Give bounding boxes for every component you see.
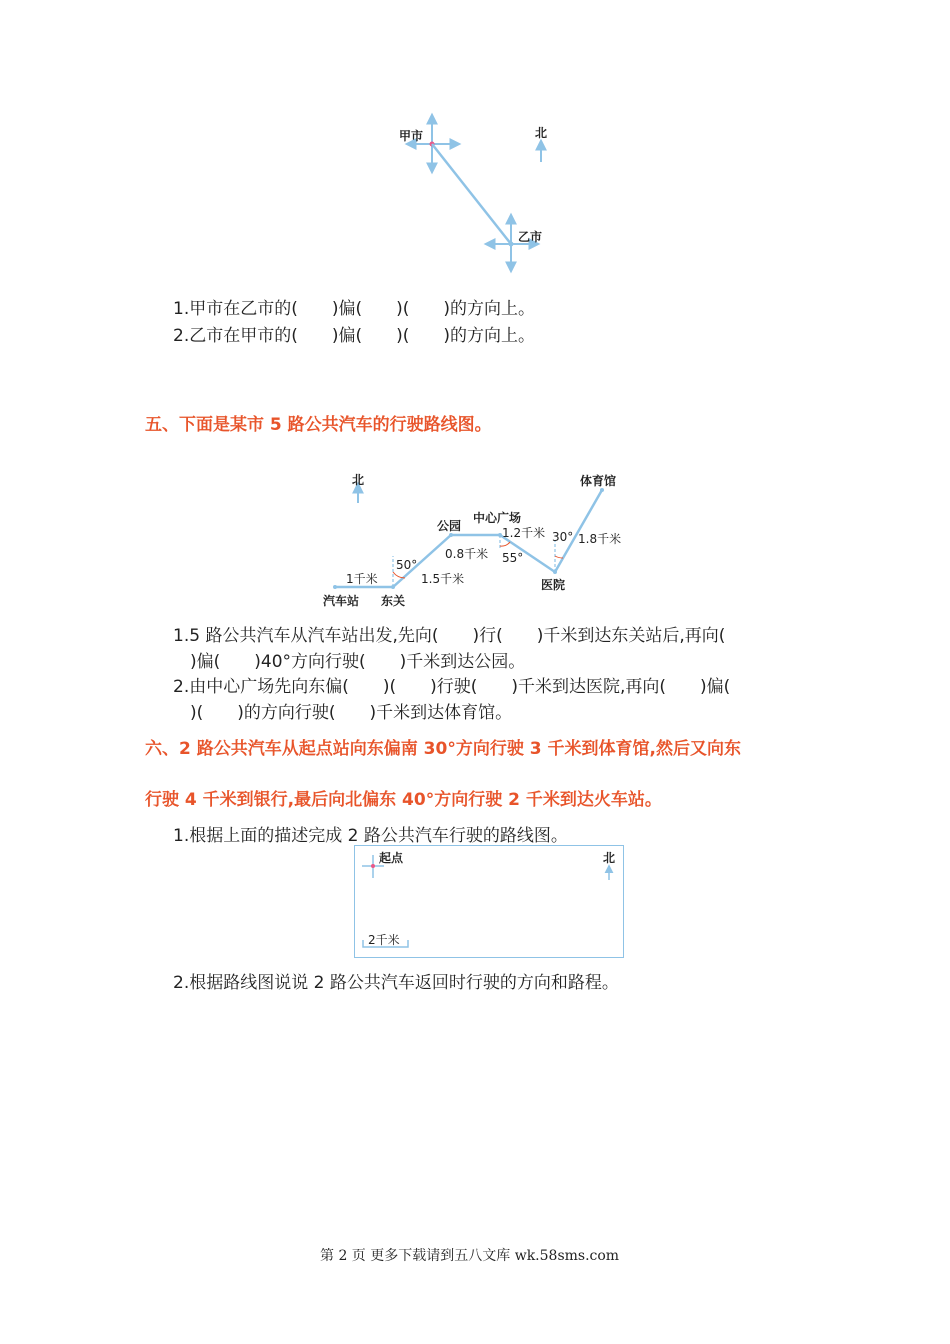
- distance-5: 1.8千米: [578, 532, 622, 546]
- angle-3: 30°: [552, 530, 574, 544]
- q5-line-3: 2.由中心广场先向东偏( )( )行驶( )千米到达医院,再向( )偏(: [173, 677, 731, 697]
- dongguan-label: 东关: [381, 594, 406, 608]
- section-6-heading-1: 六、2 路公共汽车从起点站向东偏南 30°方向行驶 3 千米到体育馆,然后又向东: [145, 739, 741, 759]
- box-north-label: 北: [603, 851, 616, 865]
- q5-line-1: 1.5 路公共汽车从汽车站出发,先向( )行( )千米到达东关站后,再向(: [173, 626, 726, 646]
- scale-label: 2千米: [368, 933, 400, 947]
- angle-2: 55°: [502, 551, 524, 565]
- start-label: 起点: [379, 851, 404, 865]
- north-label: 北: [535, 126, 548, 140]
- center-square-label: 中心广场: [473, 511, 522, 525]
- q5-line-4: )( )的方向行驶( )千米到达体育馆。: [190, 703, 513, 723]
- q4-line-2: 2.乙市在甲市的( )偏( )( )的方向上。: [173, 326, 536, 346]
- bus-station-label: 汽车站: [323, 594, 360, 608]
- city-a-label: 甲市: [399, 129, 424, 143]
- city-b-label: 乙市: [518, 230, 543, 244]
- section-6-heading-2: 行驶 4 千米到银行,最后向北偏东 40°方向行驶 2 千米到达火车站。: [145, 790, 662, 810]
- distance-4: 1.2千米: [502, 526, 546, 540]
- q4-line-1: 1.甲市在乙市的( )偏( )( )的方向上。: [173, 299, 536, 319]
- distance-3: 0.8千米: [445, 547, 489, 561]
- map-north-label: 北: [352, 473, 365, 487]
- distance-2: 1.5千米: [421, 572, 465, 586]
- park-label: 公园: [437, 519, 462, 533]
- page-footer: 第 2 页 更多下载请到五八文库 wk.58sms.com: [320, 1248, 620, 1264]
- stadium-label: 体育馆: [580, 474, 617, 488]
- section-5-heading: 五、下面是某市 5 路公共汽车的行驶路线图。: [145, 415, 492, 435]
- q6-line-2: 2.根据路线图说说 2 路公共汽车返回时行驶的方向和路程。: [173, 973, 619, 993]
- hospital-label: 医院: [541, 578, 566, 592]
- q6-line-1: 1.根据上面的描述完成 2 路公共汽车行驶的路线图。: [173, 826, 568, 846]
- distance-1: 1千米: [346, 572, 378, 586]
- angle-1: 50°: [396, 558, 418, 572]
- q5-line-2: )偏( )40°方向行驶( )千米到达公园。: [190, 652, 526, 672]
